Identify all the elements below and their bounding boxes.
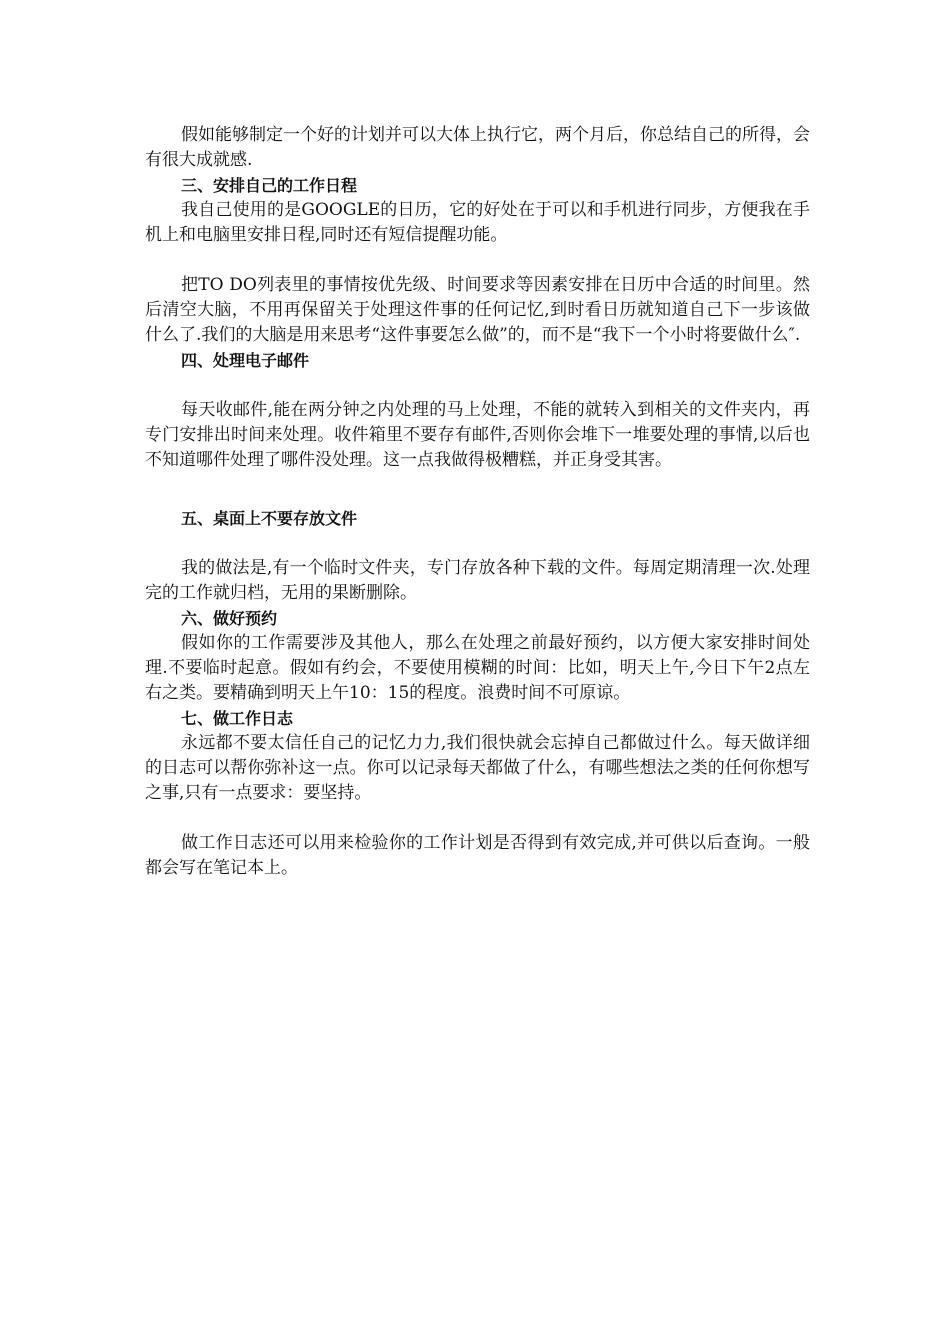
spacer [145, 373, 810, 398]
intro-paragraph: 假如能够制定一个好的计划并可以大体上执行它，两个月后，你总结自己的所得，会有很大成就感. [145, 125, 810, 170]
worklog-paragraph-1: 永远都不要太信任自己的记忆力力,我们很快就会忘掉自己都做过什么。每天做详细的日志可以帮你弥补这一点。你可以记录每天都做了什么，有哪些想法之类的任何你想写之事,只有一点要求：要坚持。 [145, 733, 810, 803]
worklog-paragraph-2: 做工作日志还可以用来检验你的工作计划是否得到有效完成,并可供以后查询。一般都会写在笔记本上。 [145, 833, 810, 878]
section-heading-schedule: 三、安排自己的工作日程 [181, 176, 358, 195]
desktop-paragraph: 我的做法是,有一个临时文件夹，专门存放各种下载的文件。每周定期清理一次.处理完的工作就归档，无用的果断删除。 [145, 558, 810, 603]
spacer [145, 473, 810, 506]
schedule-paragraph-2: 把TO DO列表里的事情按优先级、时间要求等因素安排在日历中合适的时间里。然后清空大脑，不用再保留关于处理这件事的任何记忆,到时看日历就知道自己下一步该做什么了.我们的大脑是用来思考“这件事要怎么做”的，而不是“我下一个小时将要做什么″. [145, 275, 810, 345]
section-heading-desktop: 五、桌面上不要存放文件 [181, 509, 358, 528]
spacer [145, 531, 810, 556]
document-page [145, 123, 810, 881]
appointment-paragraph: 假如你的工作需要涉及其他人，那么在处理之前最好预约，以方便大家安排时间处理.不要临时起意。假如有约会，不要使用模糊的时间：比如，明天上午,今日下午2点左右之类。要精确到明天上午10：15的程度。浪费时间不可原谅。 [145, 633, 810, 703]
spacer [145, 248, 810, 273]
section-heading-appointment: 六、做好预约 [181, 609, 278, 628]
email-paragraph: 每天收邮件,能在两分钟之内处理的马上处理，不能的就转入到相关的文件夹内，再专门安排出时间来处理。收件箱里不要存有邮件,否则你会堆下一堆要处理的事情,以后也不知道哪件处理了哪件没处理。这一点我做得极糟糕，并正身受其害。 [145, 400, 810, 470]
spacer [145, 806, 810, 831]
section-heading-worklog: 七、做工作日志 [181, 709, 294, 728]
section-heading-email: 四、处理电子邮件 [181, 351, 310, 370]
schedule-paragraph-1: 我自己使用的是GOOGLE的日历，它的好处在于可以和手机进行同步，方便我在手机上和电脑里安排日程,同时还有短信提醒功能。 [145, 200, 810, 245]
